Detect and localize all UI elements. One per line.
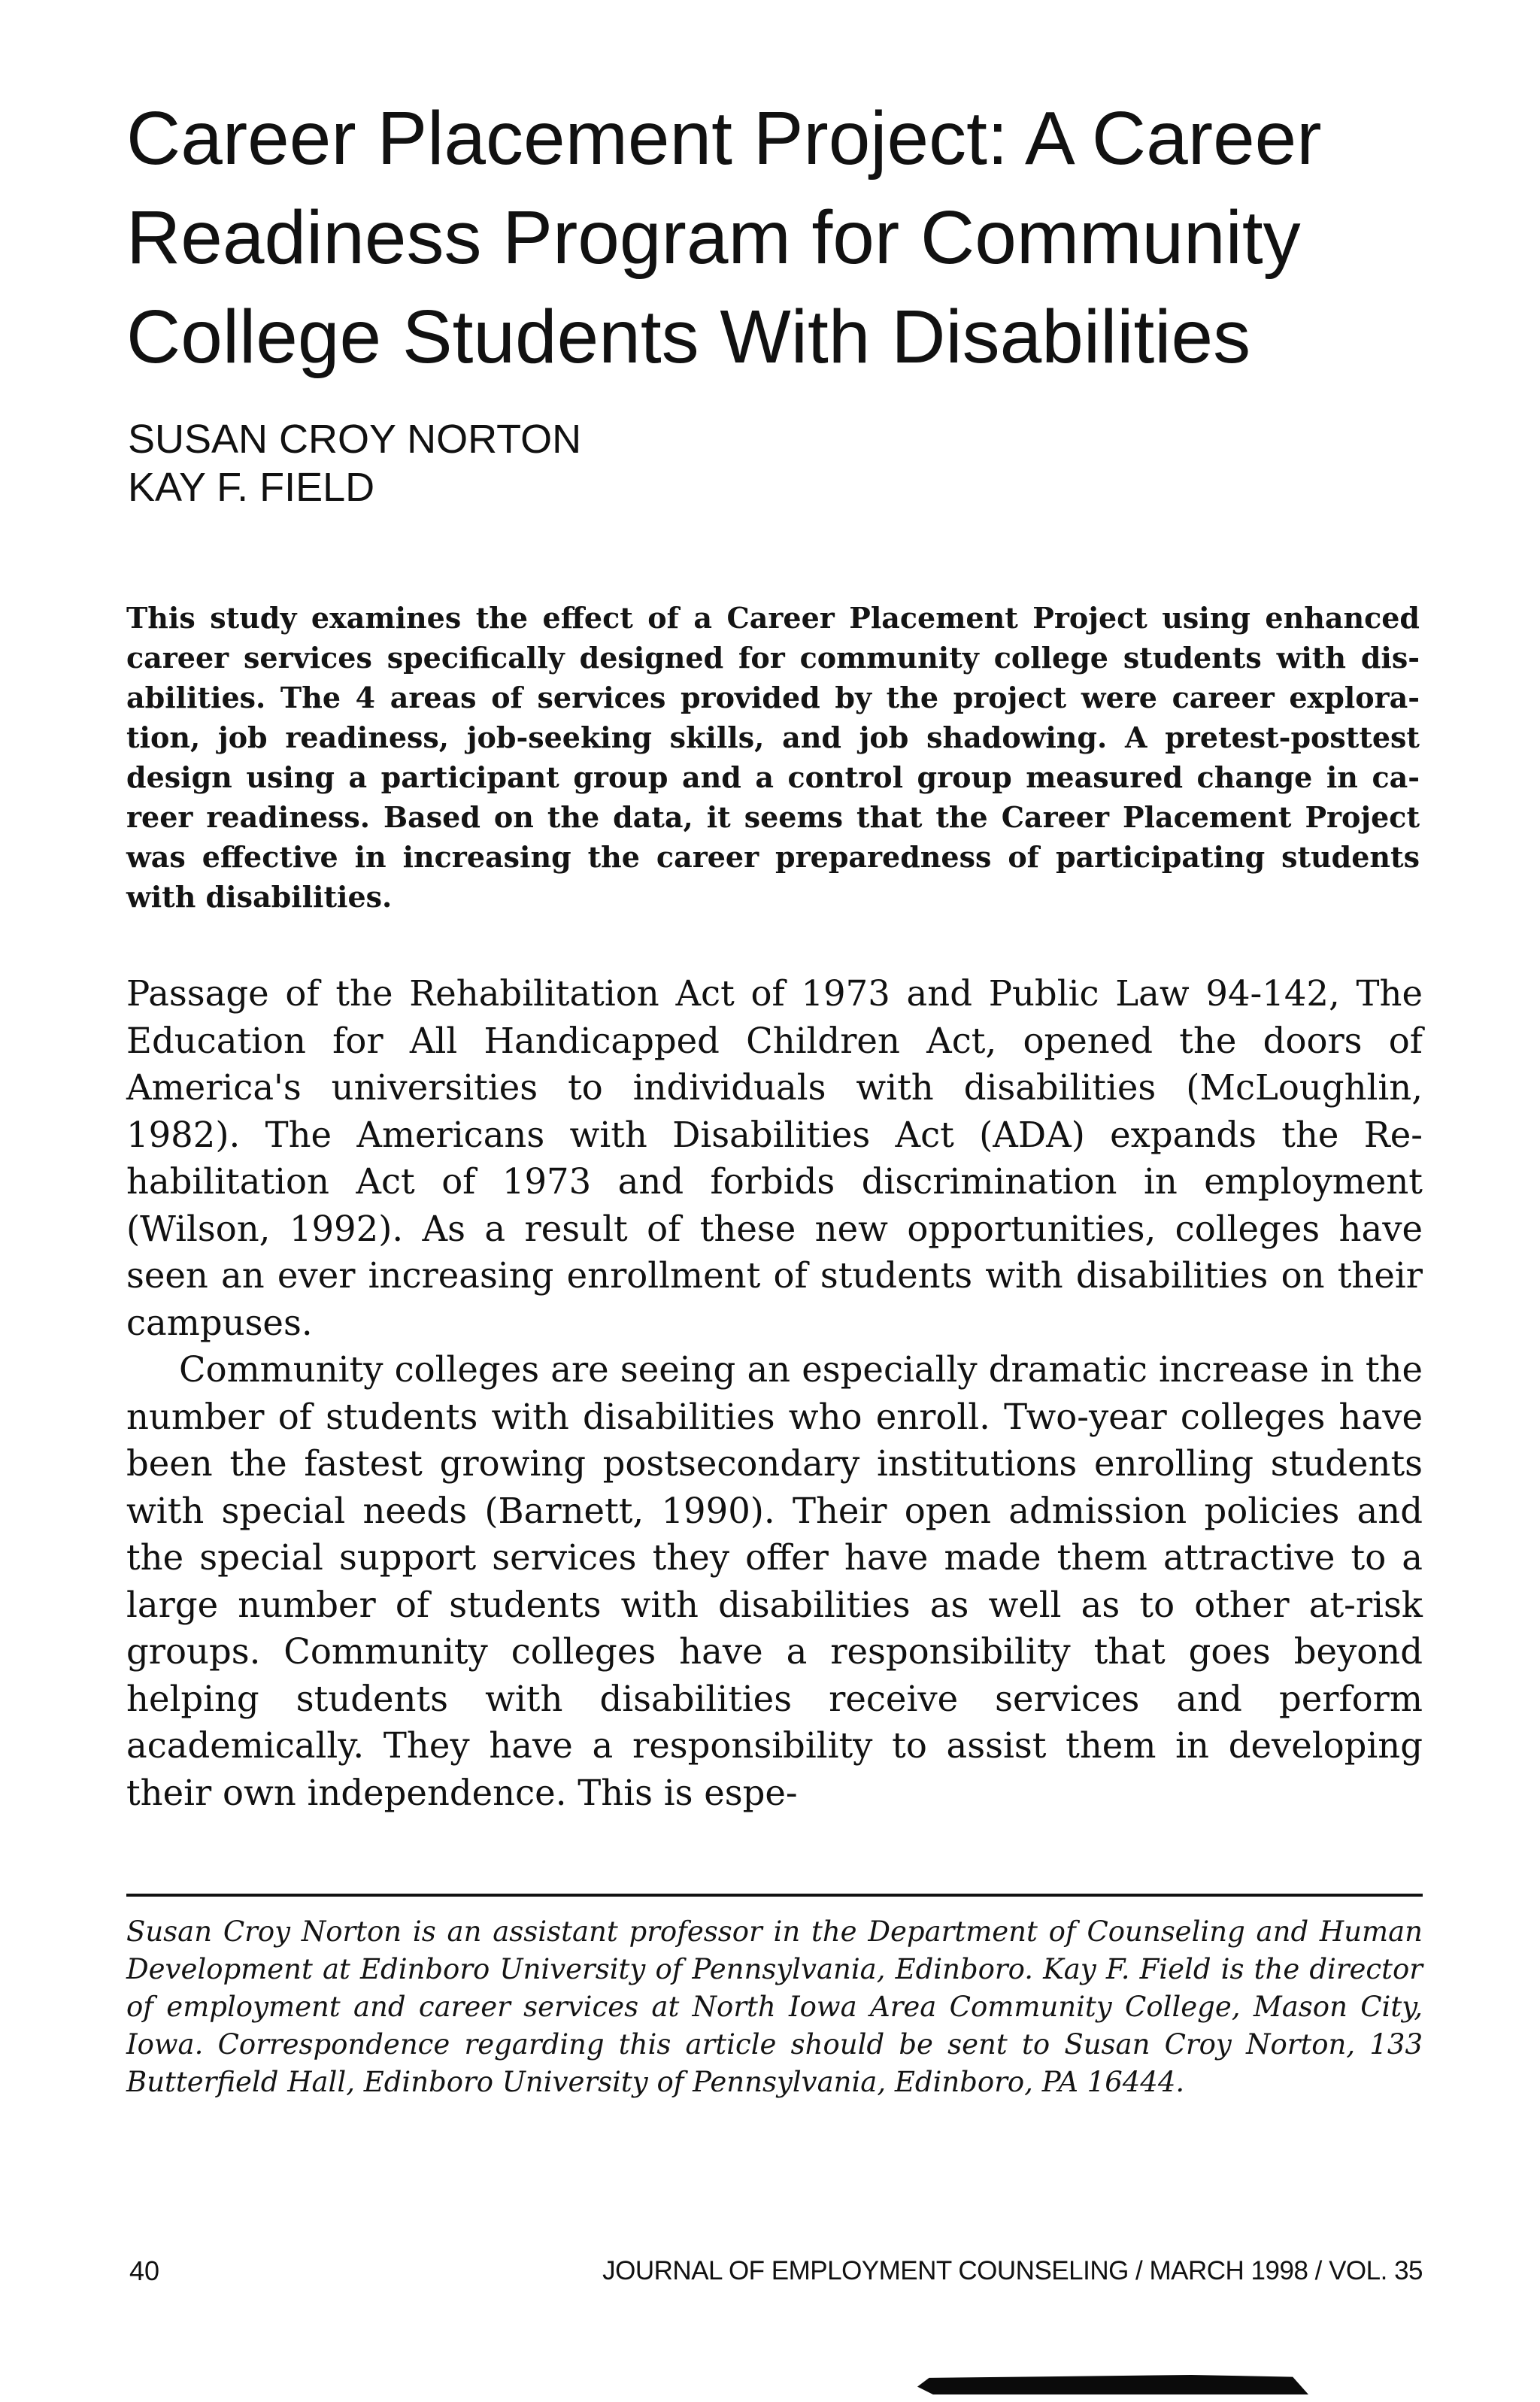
body-paragraph: Community colleges are seeing an especially dramatic increase in the number of students with disabilities who enroll. Two-year colleges have been the fastest growing postsecondary institutions enrolling students with special needs (Barnett, 1990). Their open admission policies and the special support services they offer have made them attractive to a large number of students with disabilities as well as to other at-risk groups. Community colleges have a responsibility that goes beyond helping students with disabilities receive services and perform academically. They have a responsibility to assist them in developing their own independence. This is espe- [126,1349,1423,1813]
page-number: 40 [129,2255,160,2286]
body-paragraph: Passage of the Rehabilitation Act of 1973 and Public Law 94-142, The Education for All Handicapped Children Act, opened the doors of America's universities to individuals with disabilities (McLoughlin, 1982). The Americans with Disabilities Act (ADA) expands the Rehabilitation Act of 1973 and forbids discrimination in employment (Wilson, 1992). As a result of these new opportunities, colleges have seen an ever increasing enrollment of students with disabilities on their campuses. [126,973,1423,1343]
author-name: SUSAN CROY NORTON [128,417,582,462]
article-title: Career Placement Project: A Career Readiness Program for Community College Students With Disabilities [126,96,1322,379]
footnote-divider [126,1894,1423,1897]
scan-artifact [917,2375,1308,2394]
author-name: KAY F. FIELD [128,465,375,510]
author-list [128,415,581,511]
abstract: This study examines the effect of a Career Placement Project using enhanced career services specifically designed for community college students with disabilities. The 4 areas of services provided by the project were career exploration, job readiness, job-seeking skills, and job shadowing. A pretest-posttest design using a participant group and a control group measured change in career readiness. Based on the data, it seems that the Career Placement Project was effective in increasing the career preparedness of participating students with disabilities. [126,601,1420,914]
author-footnote: Susan Croy Norton is an assistant professor in the Department of Counseling and Human Development at Edinboro University of Pennsylvania, Edinboro. Kay F. Field is the director of employment and career services at North Iowa Area Community College, Mason City, Iowa. Correspondence regarding this article should be sent to Susan Croy Norton, 133 Butterfield Hall, Edinboro University of Pennsylvania, Edinboro, PA 16444. [126,1915,1423,2098]
article-body [126,970,1423,1816]
journal-running-footer: JOURNAL OF EMPLOYMENT COUNSELING / MARCH 1998 / VOL. 35 [602,2256,1423,2285]
